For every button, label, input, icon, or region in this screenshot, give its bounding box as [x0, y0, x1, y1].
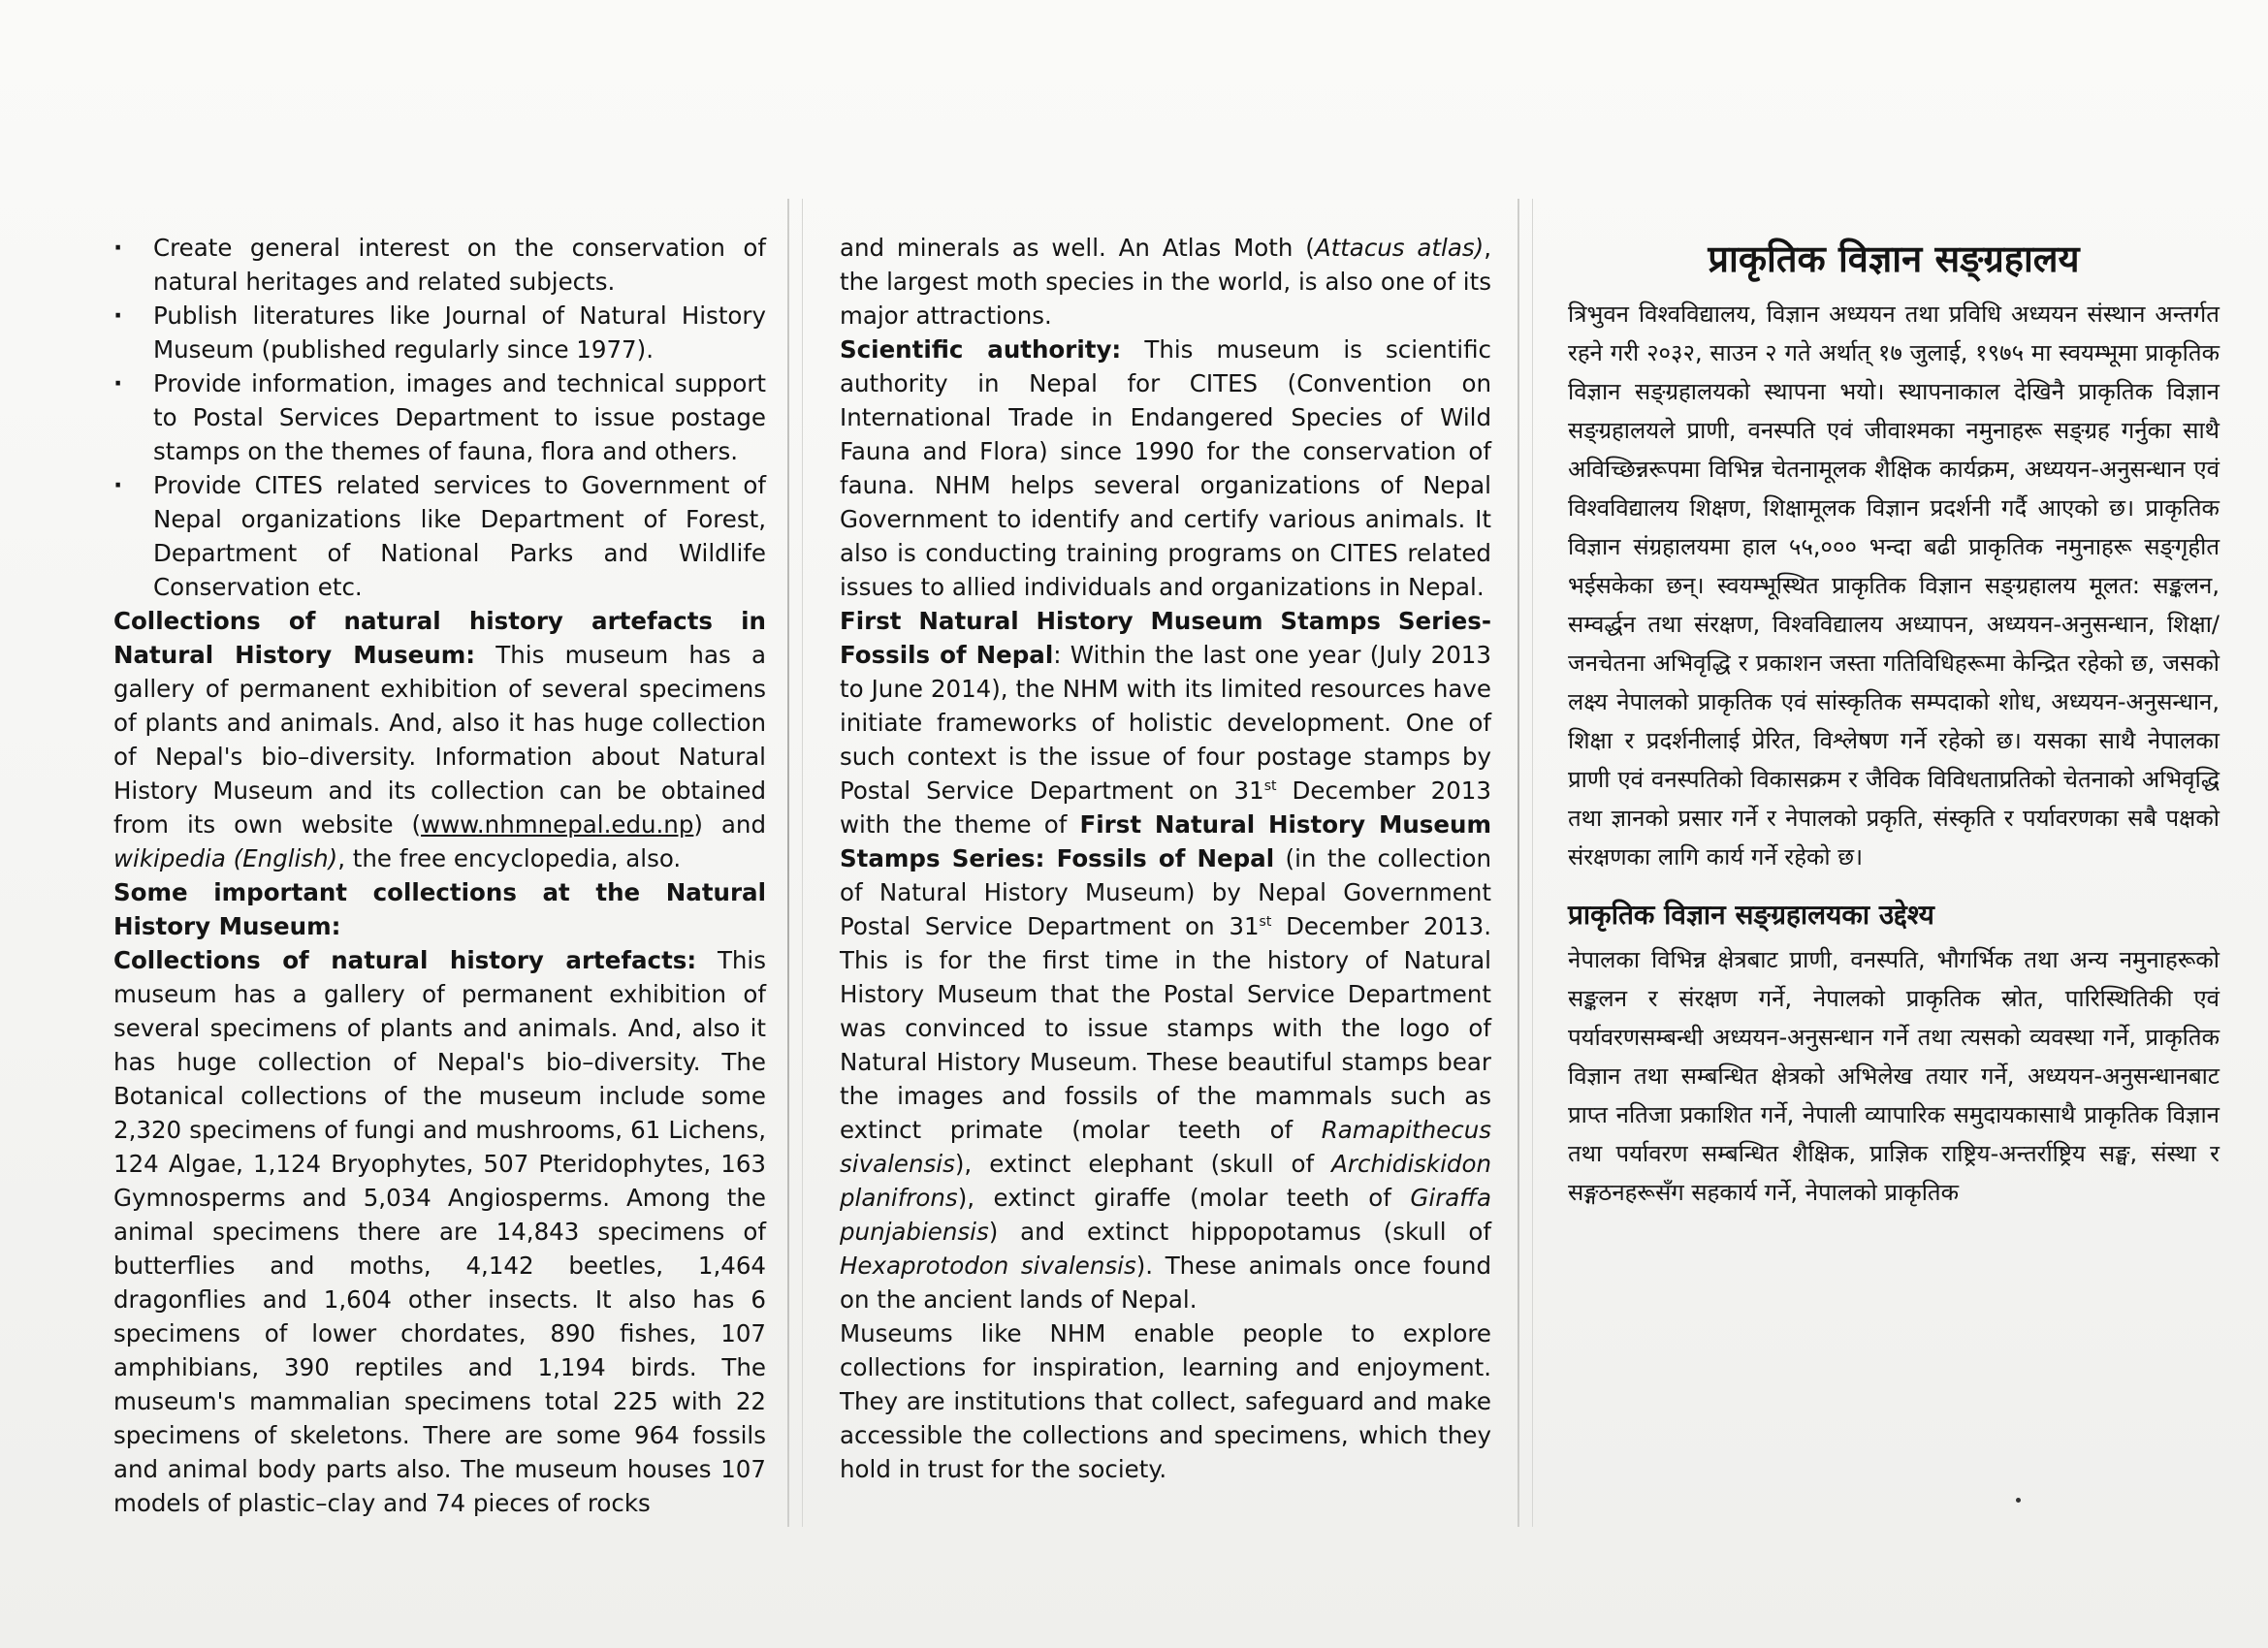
species-name: Hexaprotodon sivalensis: [840, 1252, 1136, 1280]
paragraph-text: ). These animals once found on the ancient lands of Nepal.: [840, 1252, 1492, 1314]
list-item: · Create general interest on the conservation of natural heritages and related subjects.: [113, 231, 766, 299]
species-name: Archidiskidon planifrons: [840, 1150, 1491, 1212]
scan-speck: [2016, 1498, 2021, 1503]
section-heading: Some important collections at the Natural History Museum:: [113, 878, 766, 940]
objectives-list: [113, 231, 766, 604]
paragraph-text: December 2013 with the theme of: [840, 776, 1491, 839]
section-heading: Collections of natural history artefacts:: [113, 946, 697, 974]
paragraph-nepali-intro: त्रिभुवन विश्वविद्यालय, विज्ञान अध्ययन तथा प्रविधि अध्ययन संस्थान अन्तर्गत रहने गरी २०३२, साउन २ गते अर्थात् १७ जुलाई, १९७५ मा स्वयम्भूमा प्राकृतिक विज्ञान सङ्ग्रहालयको स्थापना भयो। स्थापनाकाल देखिनै प्राकृतिक विज्ञान सङ्ग्रहालयले प्राणी, वनस्पति एवं जीवाश्मका नमुनाहरू सङ्ग्रह गर्नुका साथै अविच्छिन्नरूपमा विभिन्न चेतनामूलक शैक्षिक कार्यक्रम, अध्ययन-अनुसन्धान एवं विश्वविद्यालय शिक्षण, शिक्षामूलक विज्ञान प्रदर्शनी गर्दै आएको छ। प्राकृतिक विज्ञान संग्रहालयमा हाल ५५,००० भन्दा बढी प्राकृतिक नमुनाहरू सङ्गृहीत भईसकेका छन्। स्वयम्भूस्थित प्राकृतिक विज्ञान सङ्ग्रहालय मूलत: सङ्कलन, सम्वर्द्धन तथा संरक्षण, विश्वविद्यालय अध्यापन, अध्ययन-अनुसन्धान, शिक्षा/जनचेतना अभिवृद्धि र प्रकाशन जस्ता गतिविधिहरूमा केन्द्रित रहेको छ, जसको लक्ष्य नेपालको प्राकृतिक एवं सांस्कृतिक सम्पदाको शोध, अध्ययन-अनुसन्धान, शिक्षा र प्रदर्शनीलाई प्रेरित, विश्लेषण गर्ने रहेको छ। यसका साथै नेपालका प्राणी एवं वनस्पतिको विकासक्रम र जैविक विविधताप्रतिको चेतनाको अभिवृद्धि तथा ज्ञानको प्रसार गर्ने र नेपालको प्रकृति, संस्कृति र पर्यावरणका सबै पक्षको संरक्षणका लागि कार्य गर्ने रहेको छ।: [1568, 301, 2220, 871]
page-title: प्राकृतिक विज्ञान सङ्ग्रहालय: [1708, 238, 2080, 280]
fold-line-left-inner: [802, 199, 803, 1527]
fold-line-left: [787, 199, 789, 1527]
list-item: · Publish literatures like Journal of Natural History Museum (published regularly since 1977).: [113, 299, 766, 366]
species-name: Ramapithecus sivalensis: [840, 1116, 1491, 1178]
species-name: Giraffa punjabiensis: [840, 1184, 1491, 1246]
website-link[interactable]: www.nhmnepal.edu.np: [421, 810, 694, 839]
paragraph-text: , the largest moth species in the world, is also one of its major attractions.: [840, 234, 1491, 330]
paragraph-collections-detail: [113, 943, 766, 1520]
paragraph-text: and minerals as well. An Atlas Moth (: [840, 234, 1315, 262]
column-left: [113, 231, 766, 1520]
list-item: · Provide information, images and technical support to Postal Services Department to issue postage stamps on the themes of fauna, flora and others.: [113, 366, 766, 468]
superscript: st: [1259, 913, 1272, 930]
column-right: [1568, 233, 2220, 1212]
paragraph-text: ), extinct elephant (skull of: [954, 1150, 1332, 1178]
paragraph-scientific-authority: [840, 333, 1491, 604]
section-heading: Scientific authority:: [840, 335, 1122, 364]
paragraph-text: This museum has a gallery of permanent exhibition of several specimens of plants and animals. And, also it has huge collection of Nepal's bio–diversity. The Botanical collections of the museum include some 2,320 specimens of fungi and mushrooms, 61 Lichens, 124 Algae, 1,124 Bryophytes, 507 Pteridophytes, 163 Gymnosperms and 5,034 Angiosperms. Among the animal specimens there are 14,843 specimens of butterflies and moths, 4,142 beetles, 1,464 dragonflies and 1,604 other insects. It also has 6 specimens of lower chordates, 890 fishes, 107 amphibians, 390 reptiles and 1,194 birds. The museum's mammalian specimens total 225 with 22 specimens of skeletons. There are some 964 fossils and animal body parts also. The museum houses 107 models of plastic–clay and 74 pieces of rocks: [113, 946, 767, 1517]
paragraph-text: This museum has a gallery of permanent exhibition of several specimens of plants and animals. And, also it has huge collection of Nepal's bio–diversity. Information about Natural History Museum and its collection can be obtained from its own website (: [113, 641, 766, 839]
paragraph-text: ), extinct giraffe (molar teeth of: [957, 1184, 1411, 1212]
paragraph-text: : Within the last one year (July 2013 to June 2014), the NHM with its limited resources have initiate frameworks of holistic development. One of such context is the issue of four postage stamps by Postal Service Department on 31: [840, 641, 1491, 805]
paragraph-text: This museum is scientific authority in Nepal for CITES (Convention on International Trade in Endangered Species of Wild Fauna and Flora) since 1990 for the conservation of fauna. NHM helps several organizations of Nepal Government to identify and certify various animals. It also is conducting training programs on CITES related issues to allied individuals and organizations in Nepal.: [840, 335, 1491, 601]
paragraph-museums: Museums like NHM enable people to explore collections for inspiration, learning and enjoyment. They are institutions that collect, safeguard and make accessible the collections and specimens, which they hold in trust for the society.: [840, 1319, 1491, 1483]
superscript: st: [1263, 777, 1277, 794]
paragraph-nepali-objectives: नेपालका विभिन्न क्षेत्रबाट प्राणी, वनस्पति, भौगर्भिक तथा अन्य नमुनाहरूको सङ्कलन र संरक्षण गर्ने, नेपालको प्राकृतिक स्रोत, पारिस्थितिकी एवं पर्यावरणसम्बन्धी अध्ययन-अनुसन्धान गर्ने तथा त्यसको व्यवस्था गर्ने, प्राकृतिक विज्ञान तथा सम्बन्धित क्षेत्रको अभिलेख तयार गर्ने, अध्ययन-अनुसन्धानबाट प्राप्त नतिजा प्रकाशित गर्ने, नेपाली व्यापारिक समुदायकासाथै प्राकृतिक विज्ञान तथा पर्यावरण सम्बन्धित शैक्षिक, प्राज्ञिक राष्ट्रिय-अन्तर्राष्ट्रिय सङ्घ, संस्था र सङ्गठनहरूसँग सहकार्य गर्ने, नेपालको प्राकृतिक: [1568, 946, 2220, 1206]
section-heading: First Natural History Museum Stamps Series-Fossils of Nepal: [840, 607, 1491, 669]
section-heading-objectives: प्राकृतिक विज्ञान सङ्ग्रहालयका उद्देश्य: [1568, 899, 1934, 931]
species-name: Attacus atlas): [1314, 234, 1485, 262]
paragraph-atlas-moth: [840, 231, 1491, 333]
fold-line-right-inner: [1532, 199, 1533, 1527]
paragraph-text: December 2013. This is for the first time in the history of Natural History Museum that the Postal Service Department was convinced to issue stamps with the logo of Natural History Museum. These beautiful stamps bear the images and fossils of the mammals such as extinct primate (molar teeth of: [840, 912, 1491, 1144]
paragraph-text: ) and: [693, 810, 766, 839]
paragraph-collections-intro: [113, 604, 766, 875]
column-middle: [840, 231, 1491, 1486]
paragraph-stamps-series: [840, 604, 1491, 1316]
paragraph-text: ) and extinct hippopotamus (skull of: [988, 1218, 1491, 1246]
section-heading-important-collections: [113, 875, 766, 943]
paragraph-text: , the free encyclopedia, also.: [337, 844, 682, 872]
stamp-series-title: First Natural History Museum Stamps Series: Fossils of Nepal: [840, 810, 1491, 872]
paragraph-text: (in the collection of Natural History Museum) by Nepal Government Postal Service Department on 31: [840, 844, 1491, 940]
wikipedia-text: wikipedia (English): [113, 844, 338, 872]
list-item: · Provide CITES related services to Government of Nepal organizations like Department of Forest, Department of National Parks and Wildlife Conservation etc.: [113, 468, 766, 604]
fold-line-right: [1517, 199, 1519, 1527]
section-heading: Collections of natural history artefacts in Natural History Museum:: [113, 607, 766, 669]
